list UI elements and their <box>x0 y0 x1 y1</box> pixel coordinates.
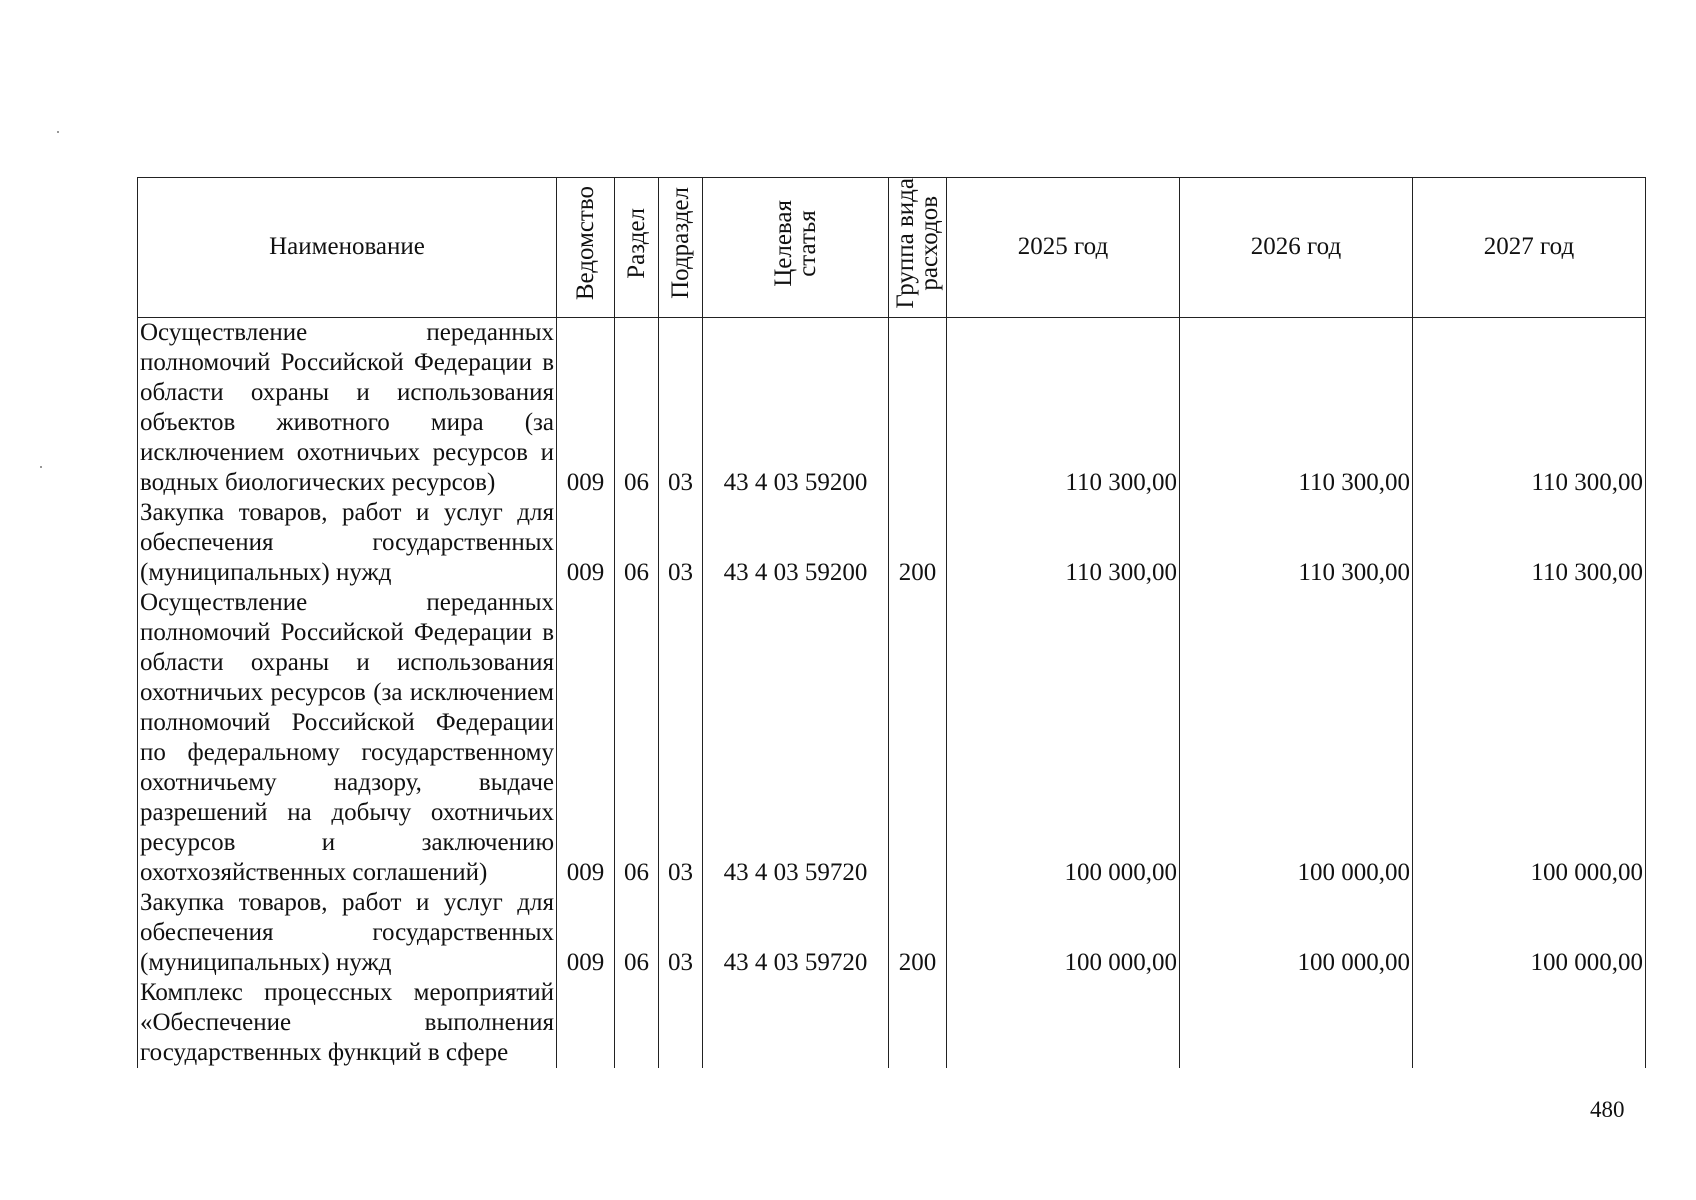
row-2025: 110 300,00 <box>947 317 1180 498</box>
row-target <box>703 978 889 1068</box>
row-2027: 110 300,00 <box>1413 317 1646 498</box>
table-row <box>138 888 1646 978</box>
table-row <box>138 978 1646 1068</box>
row-section: 06 <box>615 588 659 888</box>
row-target: 43 4 03 59200 <box>703 498 889 588</box>
row-name: Осуществление переданных полномочий Российской Федерации в области охраны и использования объектов животного мира (за исключением охотничьих ресурсов и водных биологических ресурсов) <box>138 317 557 498</box>
row-group <box>889 588 947 888</box>
row-dept <box>557 978 615 1068</box>
row-group: 200 <box>889 498 947 588</box>
row-2026: 100 000,00 <box>1180 588 1413 888</box>
row-2025: 110 300,00 <box>947 498 1180 588</box>
table-header-row <box>138 178 1646 318</box>
row-section: 06 <box>615 888 659 978</box>
table-row <box>138 588 1646 888</box>
row-target: 43 4 03 59720 <box>703 888 889 978</box>
scan-speck <box>57 131 59 133</box>
row-2026 <box>1180 978 1413 1068</box>
page-number: 480 <box>1590 1097 1625 1122</box>
scan-speck <box>40 466 42 468</box>
row-name: Закупка товаров, работ и услуг для обеспечения государственных (муниципальных) нужд <box>138 888 557 978</box>
header-dept: Ведомство <box>557 178 615 318</box>
row-2027: 100 000,00 <box>1413 588 1646 888</box>
row-section: 06 <box>615 498 659 588</box>
budget-table <box>137 177 1646 1068</box>
row-subsection: 03 <box>659 888 703 978</box>
row-2026: 110 300,00 <box>1180 498 1413 588</box>
table-row <box>138 498 1646 588</box>
header-2027: 2027 год <box>1413 178 1646 318</box>
row-subsection: 03 <box>659 498 703 588</box>
header-target: Целевая статья <box>703 178 889 318</box>
header-2025: 2025 год <box>947 178 1180 318</box>
row-section: 06 <box>615 317 659 498</box>
row-2025 <box>947 978 1180 1068</box>
row-2027 <box>1413 978 1646 1068</box>
row-subsection: 03 <box>659 317 703 498</box>
row-2026: 100 000,00 <box>1180 888 1413 978</box>
row-dept: 009 <box>557 317 615 498</box>
header-2026: 2026 год <box>1180 178 1413 318</box>
row-target: 43 4 03 59200 <box>703 317 889 498</box>
row-2027: 100 000,00 <box>1413 888 1646 978</box>
table-row <box>138 317 1646 498</box>
row-group: 200 <box>889 888 947 978</box>
header-subsection: Подраздел <box>659 178 703 318</box>
header-group: Группа вида расходов <box>889 178 947 318</box>
row-name: Закупка товаров, работ и услуг для обеспечения государственных (муниципальных) нужд <box>138 498 557 588</box>
row-name: Комплекс процессных мероприятий «Обеспечение выполнения государственных функций в сфере <box>138 978 557 1068</box>
row-group <box>889 317 947 498</box>
row-group <box>889 978 947 1068</box>
row-subsection <box>659 978 703 1068</box>
row-2025: 100 000,00 <box>947 888 1180 978</box>
header-section: Раздел <box>615 178 659 318</box>
row-2027: 110 300,00 <box>1413 498 1646 588</box>
row-dept: 009 <box>557 588 615 888</box>
row-section <box>615 978 659 1068</box>
row-target: 43 4 03 59720 <box>703 588 889 888</box>
row-subsection: 03 <box>659 588 703 888</box>
row-name: Осуществление переданных полномочий Российской Федерации в области охраны и использования охотничьих ресурсов (за исключением полномочий Российской Федерации по федеральному государственному охотничьему надзору, выдаче разрешений на добычу охотничьих ресурсов и заключению охотхозяйственных соглашений) <box>138 588 557 888</box>
row-2026: 110 300,00 <box>1180 317 1413 498</box>
row-dept: 009 <box>557 498 615 588</box>
row-2025: 100 000,00 <box>947 588 1180 888</box>
header-name: Наименование <box>138 178 557 318</box>
row-dept: 009 <box>557 888 615 978</box>
